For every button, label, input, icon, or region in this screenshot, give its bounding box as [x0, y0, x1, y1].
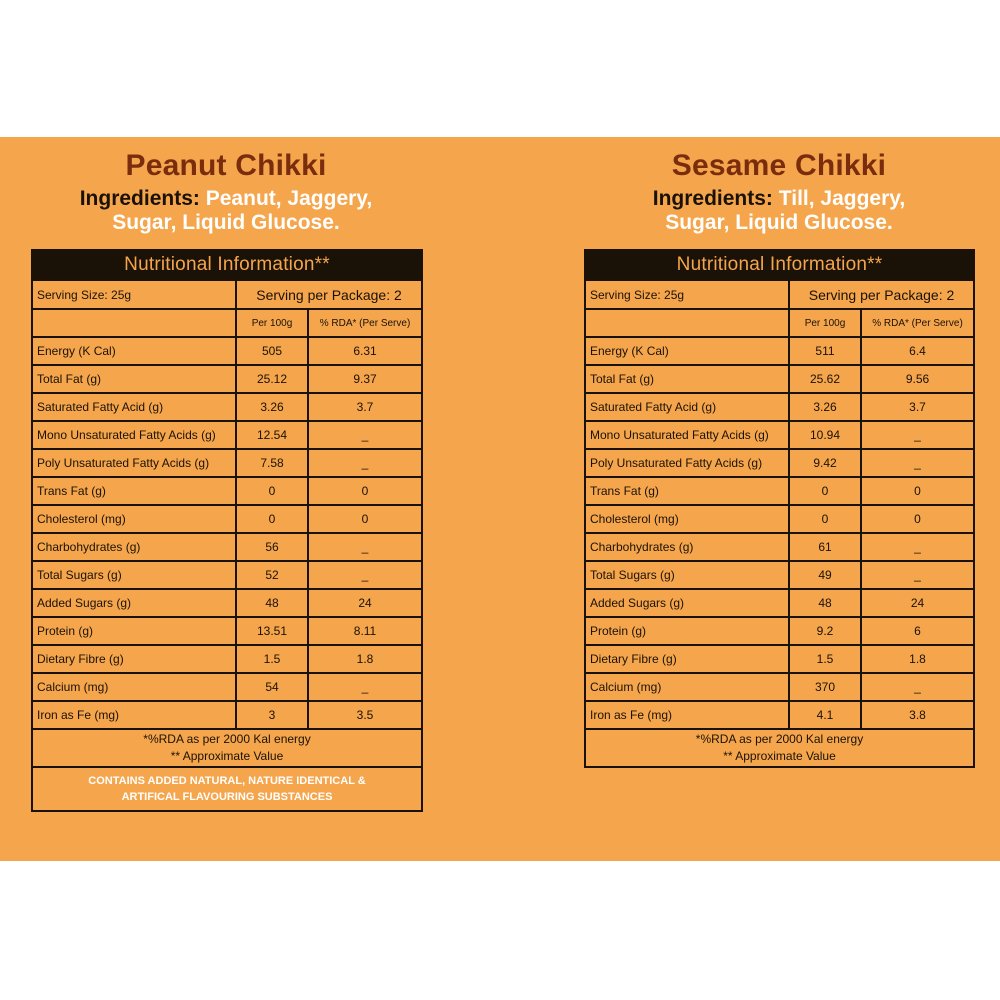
rda-value: _: [861, 561, 974, 589]
per-100g-value: 370: [789, 673, 861, 701]
per-100g-value: 4.1: [789, 701, 861, 729]
blank-header-cell: [32, 309, 236, 337]
nutrient-row: [32, 645, 422, 673]
nutrient-name: Mono Unsaturated Fatty Acids (g): [32, 421, 236, 449]
per-100g-header: Per 100g: [236, 309, 308, 337]
per-100g-value: 3.26: [789, 393, 861, 421]
nutrient-row: [32, 477, 422, 505]
serving-per-package: Serving per Package: 2: [789, 280, 974, 309]
table-heading: Nutritional Information**: [32, 250, 422, 280]
per-100g-value: 3.26: [236, 393, 308, 421]
per-100g-value: 0: [789, 505, 861, 533]
nutrient-row: [32, 673, 422, 701]
per-100g-value: 25.12: [236, 365, 308, 393]
nutrient-row: [585, 701, 974, 729]
rda-value: 1.8: [308, 645, 422, 673]
nutrient-name: Cholesterol (mg): [32, 505, 236, 533]
per-100g-value: 49: [789, 561, 861, 589]
nutrient-row: [32, 561, 422, 589]
per-100g-value: 1.5: [236, 645, 308, 673]
rda-value: _: [861, 421, 974, 449]
nutrient-row: [585, 561, 974, 589]
peanut-chikki-panel: [0, 137, 500, 861]
per-100g-value: 48: [236, 589, 308, 617]
per-100g-value: 505: [236, 337, 308, 365]
per-100g-value: 0: [236, 505, 308, 533]
per-100g-value: 1.5: [789, 645, 861, 673]
nutrient-row: [585, 421, 974, 449]
rda-value: 6: [861, 617, 974, 645]
nutrient-name: Added Sugars (g): [32, 589, 236, 617]
rda-value: 0: [308, 505, 422, 533]
table-heading: Nutritional Information**: [585, 250, 974, 280]
nutrient-row: [585, 365, 974, 393]
footnote-rda: *%RDA as per 2000 Kal energy: [695, 732, 864, 746]
ingredients-text: [583, 187, 975, 235]
per-100g-value: 54: [236, 673, 308, 701]
per-100g-value: 13.51: [236, 617, 308, 645]
nutrient-name: Energy (K Cal): [32, 337, 236, 365]
rda-value: _: [308, 673, 422, 701]
nutrient-name: Iron as Fe (mg): [32, 701, 236, 729]
nutrient-row: [585, 393, 974, 421]
rda-value: 0: [861, 477, 974, 505]
rda-value: _: [308, 561, 422, 589]
nutrient-name: Dietary Fibre (g): [32, 645, 236, 673]
nutrient-row: [585, 337, 974, 365]
rda-value: 8.11: [308, 617, 422, 645]
ingredients-text: [30, 187, 422, 235]
flavouring-notice: [32, 767, 422, 811]
rda-value: _: [308, 421, 422, 449]
nutrient-name: Total Sugars (g): [32, 561, 236, 589]
nutrient-row: [32, 505, 422, 533]
flavouring-notice-line-2: ARTIFICAL FLAVOURING SUBSTANCES: [121, 791, 333, 803]
nutrient-row: [585, 505, 974, 533]
flavouring-notice-line-1: CONTAINS ADDED NATURAL, NATURE IDENTICAL &: [88, 775, 366, 787]
nutrient-row: [32, 365, 422, 393]
ingredients-label: Ingredients:: [79, 187, 200, 210]
nutrient-name: Cholesterol (mg): [585, 505, 789, 533]
nutrient-name: Added Sugars (g): [585, 589, 789, 617]
rda-value: _: [308, 533, 422, 561]
nutrient-name: Calcium (mg): [585, 673, 789, 701]
nutrient-name: Poly Unsaturated Fatty Acids (g): [585, 449, 789, 477]
nutrient-name: Mono Unsaturated Fatty Acids (g): [585, 421, 789, 449]
rda-value: 9.56: [861, 365, 974, 393]
nutrient-row: [32, 533, 422, 561]
nutrient-name: Calcium (mg): [32, 673, 236, 701]
rda-value: 6.31: [308, 337, 422, 365]
nutrient-row: [32, 421, 422, 449]
per-100g-value: 9.2: [789, 617, 861, 645]
rda-value: 3.7: [861, 393, 974, 421]
nutrient-name: Trans Fat (g): [585, 477, 789, 505]
serving-size: Serving Size: 25g: [585, 280, 789, 309]
nutrient-name: Energy (K Cal): [585, 337, 789, 365]
nutrition-table: [31, 249, 423, 812]
nutrient-row: [32, 617, 422, 645]
rda-value: _: [308, 449, 422, 477]
nutrient-row: [32, 393, 422, 421]
nutrient-name: Saturated Fatty Acid (g): [585, 393, 789, 421]
ingredients-line-1: Peanut, Jaggery,: [205, 187, 373, 210]
per-100g-value: 0: [236, 477, 308, 505]
per-100g-value: 25.62: [789, 365, 861, 393]
rda-value: 0: [308, 477, 422, 505]
nutrient-name: Iron as Fe (mg): [585, 701, 789, 729]
ingredients-line-2: Sugar, Liquid Glucose.: [665, 211, 893, 234]
nutrient-row: [585, 449, 974, 477]
nutrient-name: Charbohydrates (g): [585, 533, 789, 561]
nutrient-name: Charbohydrates (g): [32, 533, 236, 561]
nutrition-table: [584, 249, 975, 768]
nutrient-name: Trans Fat (g): [32, 477, 236, 505]
nutrient-row: [585, 589, 974, 617]
nutrient-name: Total Sugars (g): [585, 561, 789, 589]
rda-value: 1.8: [861, 645, 974, 673]
per-100g-value: 10.94: [789, 421, 861, 449]
footnote: [32, 729, 422, 767]
rda-value: 3.8: [861, 701, 974, 729]
nutrient-name: Poly Unsaturated Fatty Acids (g): [32, 449, 236, 477]
rda-value: 24: [861, 589, 974, 617]
nutrient-name: Total Fat (g): [32, 365, 236, 393]
rda-value: 24: [308, 589, 422, 617]
nutrient-row: [585, 533, 974, 561]
rda-value: _: [861, 449, 974, 477]
rda-value: _: [861, 533, 974, 561]
footnote: [585, 729, 974, 767]
sesame-chikki-panel: [500, 137, 1000, 861]
nutrient-row: [32, 589, 422, 617]
per-100g-value: 61: [789, 533, 861, 561]
nutrient-row: [32, 337, 422, 365]
footnote-rda: *%RDA as per 2000 Kal energy: [143, 732, 311, 746]
nutrient-row: [585, 673, 974, 701]
per-100g-value: 52: [236, 561, 308, 589]
serving-size: Serving Size: 25g: [32, 280, 236, 309]
footnote-approx: ** Approximate Value: [170, 749, 284, 763]
ingredients-label: Ingredients:: [652, 187, 773, 210]
ingredients-line-1: Till, Jaggery,: [778, 187, 906, 210]
rda-value: 0: [861, 505, 974, 533]
per-100g-value: 0: [789, 477, 861, 505]
rda-value: _: [861, 673, 974, 701]
nutrient-row: [585, 645, 974, 673]
product-title: Sesame Chikki: [671, 149, 887, 182]
nutrient-name: Protein (g): [32, 617, 236, 645]
per-100g-value: 12.54: [236, 421, 308, 449]
rda-value: 3.5: [308, 701, 422, 729]
per-100g-value: 56: [236, 533, 308, 561]
nutrient-name: Total Fat (g): [585, 365, 789, 393]
per-100g-value: 9.42: [789, 449, 861, 477]
nutrient-row: [585, 617, 974, 645]
nutrient-name: Saturated Fatty Acid (g): [32, 393, 236, 421]
footnote-approx: ** Approximate Value: [723, 749, 836, 763]
ingredients-line-2: Sugar, Liquid Glucose.: [112, 211, 340, 234]
nutrient-row: [32, 701, 422, 729]
nutrient-row: [585, 477, 974, 505]
rda-value: 9.37: [308, 365, 422, 393]
nutrient-row: [32, 449, 422, 477]
rda-header: % RDA* (Per Serve): [861, 309, 974, 337]
per-100g-header: Per 100g: [789, 309, 861, 337]
per-100g-value: 48: [789, 589, 861, 617]
serving-per-package: Serving per Package: 2: [236, 280, 422, 309]
nutrient-name: Dietary Fibre (g): [585, 645, 789, 673]
per-100g-value: 511: [789, 337, 861, 365]
per-100g-value: 3: [236, 701, 308, 729]
product-title: Peanut Chikki: [125, 149, 327, 182]
rda-header: % RDA* (Per Serve): [308, 309, 422, 337]
rda-value: 3.7: [308, 393, 422, 421]
rda-value: 6.4: [861, 337, 974, 365]
blank-header-cell: [585, 309, 789, 337]
per-100g-value: 7.58: [236, 449, 308, 477]
nutrient-name: Protein (g): [585, 617, 789, 645]
